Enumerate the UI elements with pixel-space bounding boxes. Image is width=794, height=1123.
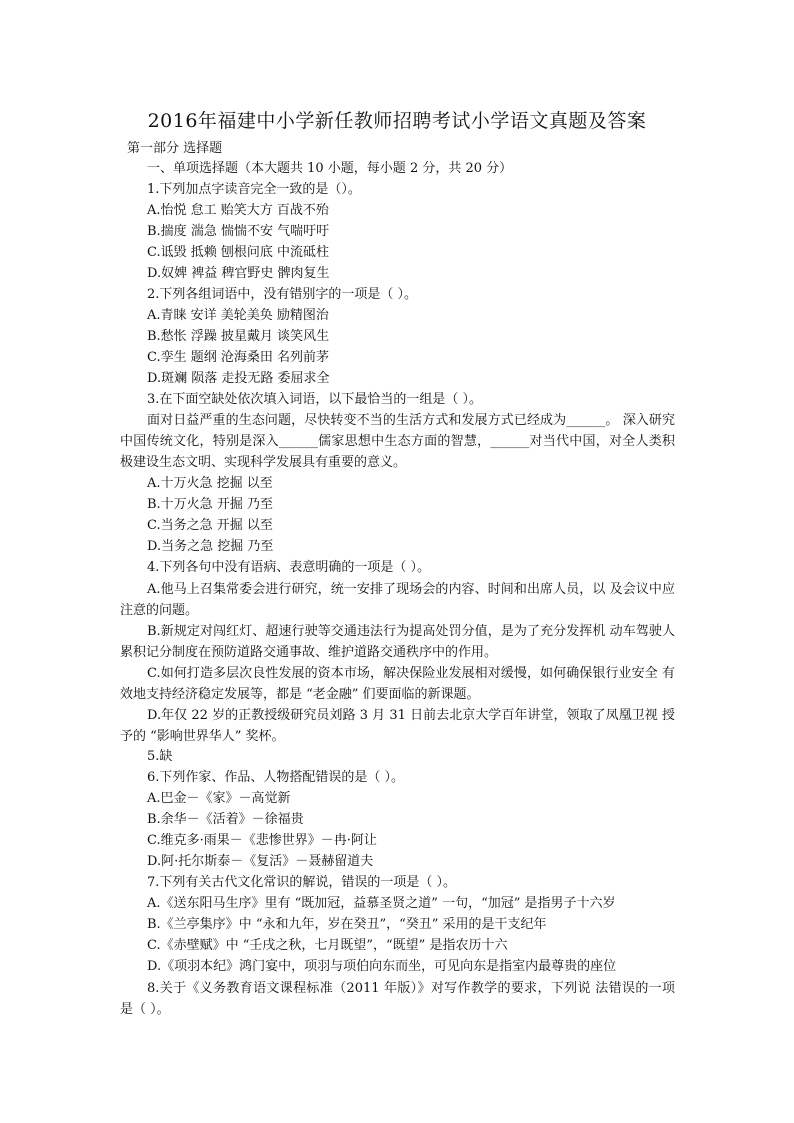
question-4-option-d-text: D.年仅 22 岁的正教授级研究员刘路 3 月 31 日前去北京大学百年讲堂，领取了凤凰卫视 授予的 “影响世界华人” 奖杯。 — [120, 708, 675, 744]
part-heading: 第一部分 选择题 — [127, 141, 223, 156]
question-4-stem: 4.下列各句中没有语病、表意明确的一项是（ ）。 — [147, 560, 431, 575]
question-7-option-c: C.《赤壁赋》中 “壬戌之秋，七月既望”，“既望” 是指农历十六 — [147, 938, 508, 953]
question-6-option-a: A.巴金－《家》－高觉新 — [147, 791, 291, 806]
question-6-option-d: D.阿·托尔斯泰－《复活》－聂赫留道夫 — [147, 854, 374, 869]
question-4-option-c — [120, 663, 675, 705]
question-6-option-c: C.维克多·雨果－《悲惨世界》－冉·阿让 — [147, 833, 377, 848]
section-heading: 一、单项选择题（本大题共 10 小题，每小题 2 分，共 20 分） — [147, 161, 513, 176]
question-4-option-c-text: C.如何打造多层次良性发展的资本市场，解决保险业发展相对缓慢，如何确保银行业安全 有效地支持经济稳定发展等，都是 “老金融” 们要面临的新课题。 — [120, 666, 675, 702]
question-7-stem: 7.下列有关古代文化常识的解说，错误的一项是（ ）。 — [147, 875, 457, 890]
question-2-option-a: A.青睐 安详 美轮美奂 励精图治 — [147, 308, 329, 323]
question-7-option-b: B.《兰亭集序》中 “永和九年，岁在癸丑”，“癸丑” 采用的是干支纪年 — [147, 917, 547, 932]
question-4-option-d — [120, 705, 675, 747]
question-2-option-c: C.孪生 题纲 沧海桑田 名列前茅 — [147, 350, 330, 365]
question-8-stem-text: 8.关于《义务教育语文课程标准（2011 年版）》对写作教学的要求，下列说 法错误的一项是（ ）。 — [120, 981, 675, 1017]
question-5-stem: 5.缺 — [147, 749, 173, 764]
question-4-option-b-text: B.新规定对闯红灯、超速行驶等交通违法行为提高处罚分值，是为了充分发挥机 动车驾驶人累积记分制度在预防道路交通事故、维护道路交通秩序中的作用。 — [120, 624, 675, 660]
question-7-option-d: D.《项羽本纪》鸿门宴中，项羽与项伯向东而坐，可见向东是指室内最尊贵的座位 — [147, 959, 617, 974]
question-4-option-a — [120, 579, 675, 621]
question-3-passage — [120, 410, 675, 473]
question-1-option-c: C.诋毁 抵赖 刨根问底 中流砥柱 — [147, 245, 330, 260]
question-6-stem: 6.下列作家、作品、人物搭配错误的是（ ）。 — [147, 770, 405, 785]
question-1-option-d: D.奴婢 裨益 稗官野史 髀肉复生 — [147, 266, 330, 281]
question-3-stem: 3.在下面空缺处依次填入词语，以下最恰当的一组是（ ）。 — [147, 392, 483, 407]
question-1-option-b: B.揣度 湍急 惴惴不安 气喘吁吁 — [147, 224, 330, 239]
question-3-passage-text: 面对日益严重的生态问题，尽快转变不当的生活方式和发展方式已经成为______。 深入研究中国传统文化，特别是深入______儒家思想中生态方面的智慧，______对当代中国，对全人类积极建设生态文明、实现科学发展具有重要的意义。 — [120, 413, 675, 470]
question-2-option-d: D.斑斓 陨落 走投无路 委屈求全 — [147, 371, 330, 386]
question-2-option-b: B.愁怅 浮躁 披星戴月 谈笑风生 — [147, 329, 330, 344]
question-3-option-b: B.十万火急 开掘 乃至 — [147, 497, 273, 512]
question-3-option-d: D.当务之急 挖掘 乃至 — [147, 539, 274, 554]
question-4-option-b — [120, 621, 675, 663]
document-title: 2016年福建中小学新任教师招聘考试小学语文真题及答案 — [147, 110, 647, 132]
question-3-option-a: A.十万火急 挖掘 以至 — [147, 476, 273, 491]
question-1-stem: 1.下列加点字读音完全一致的是（）。 — [147, 182, 361, 197]
question-8-stem — [120, 978, 675, 1020]
question-7-option-a: A.《送东阳马生序》里有 “既加冠，益慕圣贤之道” 一句，“加冠” 是指男子十六岁 — [147, 896, 616, 911]
question-2-stem: 2.下列各组词语中，没有错别字的一项是（ ）。 — [147, 287, 418, 302]
question-4-option-a-text: A.他马上召集常委会进行研究，统一安排了现场会的内容、时间和出席人员，以 及会议中应注意的问题。 — [120, 582, 675, 618]
question-6-option-b: B.余华－《活着》－徐福贵 — [147, 812, 304, 827]
question-3-option-c: C.当务之急 开掘 以至 — [147, 518, 273, 533]
question-1-option-a: A.怡悦 怠工 贻笑大方 百战不殆 — [147, 203, 329, 218]
